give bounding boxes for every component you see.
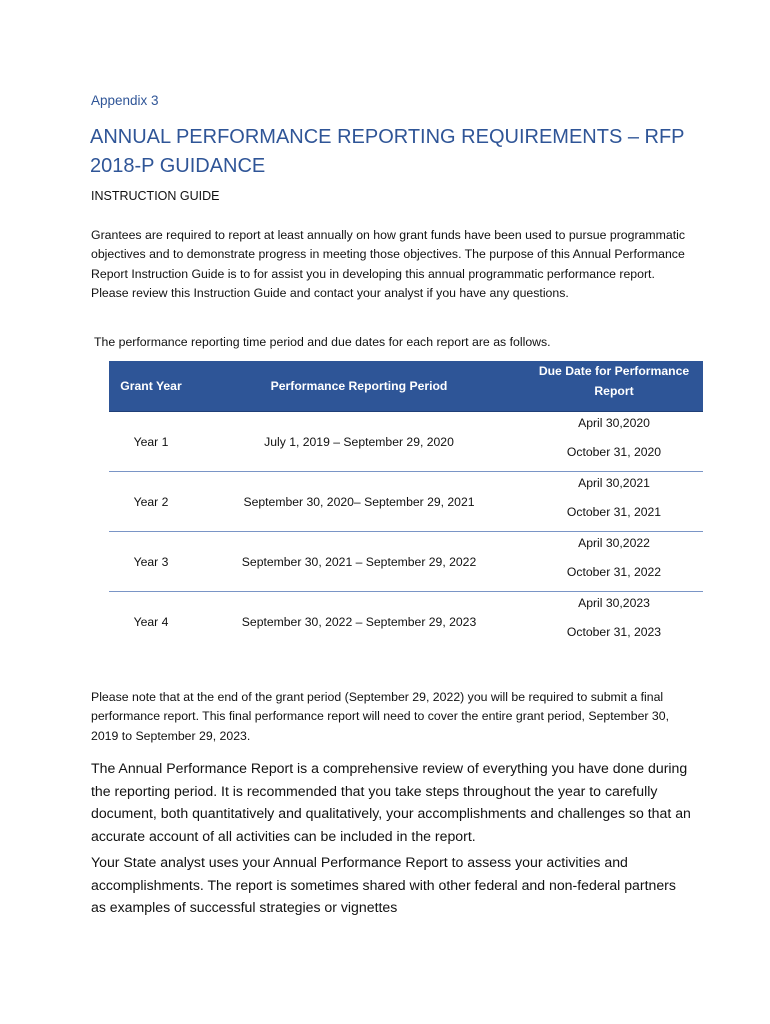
final-report-note: Please note that at the end of the grant period (September 29, 2022) you will be required to submit a final performance report. This final performance report will need to cover the entire grant period, September 30, 2019 to September 29, 2023. [91, 690, 670, 743]
due-date-october: October 31, 2020 [566, 445, 662, 459]
page-title: ANNUAL PERFORMANCE REPORTING REQUIREMENTS – RFP 2018-P GUIDANCE [90, 126, 685, 177]
table-header-row [109, 361, 703, 412]
due-date-april: April 30,2020 [578, 416, 650, 430]
due-date-april: April 30,2022 [578, 536, 650, 550]
cell-reporting-period: July 1, 2019 – September 29, 2020 [264, 434, 454, 449]
table-row [109, 532, 703, 592]
cell-due-dates [525, 472, 703, 531]
cell-due-dates [525, 412, 703, 471]
intro-paragraph: Grantees are required to report at least annually on how grant funds have been used to pursue programmatic objectives and to demonstrate progress in meeting those objectives. The purpose of this Annual Performance Report Instruction Guide is to for assist you in developing this annual programmatic performance report. Please review this Instruction Guide and contact your analyst if you have any questions. [91, 228, 686, 301]
due-date-october: October 31, 2023 [566, 625, 662, 639]
cell-due-dates [525, 592, 703, 651]
due-date-october: October 31, 2021 [566, 505, 662, 519]
cell-reporting-period: September 30, 2020– September 29, 2021 [243, 494, 475, 509]
cell-grant-year: Year 1 [133, 434, 169, 449]
cell-grant-year: Year 2 [133, 494, 169, 509]
cell-grant-year: Year 3 [133, 554, 169, 569]
section-subtitle: INSTRUCTION GUIDE [91, 189, 220, 203]
cell-reporting-period: September 30, 2022 – September 29, 2023 [241, 614, 477, 629]
reporting-schedule-table [109, 361, 703, 651]
header-due-date-label: Due Date for Performance Report [538, 364, 690, 398]
table-row [109, 412, 703, 472]
cell-reporting-period: September 30, 2021 – September 29, 2022 [241, 554, 477, 569]
header-due-date [525, 361, 703, 411]
header-grant-year: Grant Year [120, 379, 182, 393]
table-row [109, 472, 703, 532]
due-date-april: April 30,2021 [578, 476, 650, 490]
cell-grant-year: Year 4 [133, 614, 169, 629]
header-reporting-period: Performance Reporting Period [270, 379, 448, 393]
cell-due-dates [525, 532, 703, 591]
due-date-october: October 31, 2022 [566, 565, 662, 579]
table-intro: The performance reporting time period and due dates for each report are as follows. [94, 335, 551, 349]
analyst-paragraph: Your State analyst uses your Annual Performance Report to assess your activities and accomplishments. The report is sometimes shared with other federal and non-federal partners as examples of successful strategies or vignettes [91, 854, 676, 916]
due-date-april: April 30,2023 [578, 596, 650, 610]
appendix-label: Appendix 3 [91, 93, 159, 108]
table-row [109, 592, 703, 651]
review-paragraph: The Annual Performance Report is a comprehensive review of everything you have done during the reporting period. It is recommended that you take steps throughout the year to carefully document, both quantitatively and qualitatively, your accomplishments and challenges so that an accurate account of all activities can be included in the report. [91, 760, 691, 844]
